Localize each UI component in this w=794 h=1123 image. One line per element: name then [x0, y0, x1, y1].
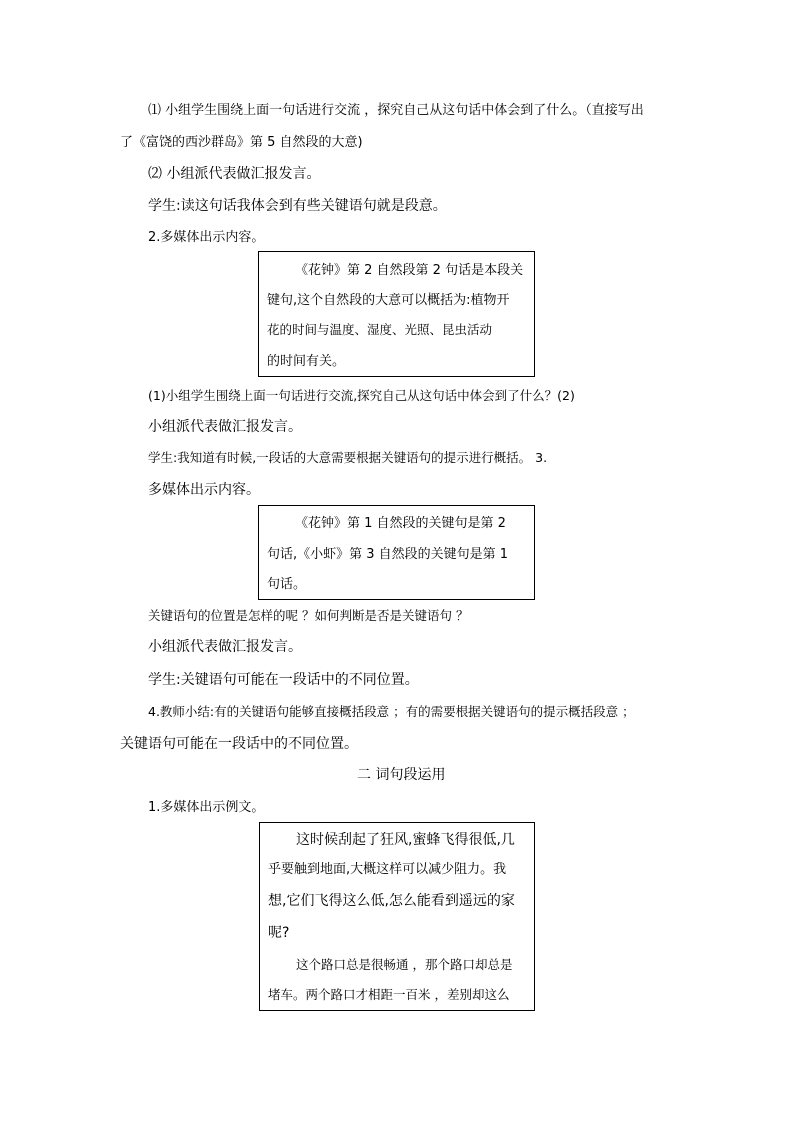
paragraph-student-answer-2: 学生:我知道有时候,一段话的大意需要根据关键语句的提示进行概括。 3. — [148, 450, 548, 465]
quote-box-3-line: 这时候刮起了狂风,蜜蜂飞得很低,几 — [296, 832, 515, 848]
paragraph-student-answer: 学生:读这句话我体会到有些关键语句就是段意。 — [148, 198, 447, 214]
paragraph-discussion-line2: 了《富饶的西沙群岛》第 5 自然段的大意) — [120, 135, 363, 150]
paragraph-question: 关键语句的位置是怎样的呢 ？如何判断是否是关键语句 ？ — [148, 608, 469, 623]
quote-box-1-line: 键句,这个自然段的大意可以概括为:植物开 — [267, 293, 510, 308]
paragraph-media-display-2: 2.多媒体出示内容。 — [148, 230, 265, 245]
quote-box-3-line: 这个路口总是很畅通 ，那个路口却总是 — [296, 957, 513, 972]
quote-box-1 — [258, 251, 535, 377]
quote-box-2 — [258, 505, 535, 600]
paragraph-report-2: 小组派代表做汇报发言。 — [148, 419, 302, 435]
quote-box-1-line: 的时间有关。 — [267, 354, 346, 369]
quote-box-3-line: 想,它们飞得这么低,怎么能看到遥远的家 — [268, 893, 515, 909]
paragraph-discussion-line1: ⑴ 小组学生围绕上面一句话进行交流 ，探究自己从这句话中体会到了什么。（直接写出 — [148, 103, 644, 118]
paragraph-student-answer-3: 学生:关键语句可能在一段话中的不同位置。 — [148, 672, 419, 688]
paragraph-media-display-3: 多媒体出示内容。 — [148, 482, 260, 498]
quote-box-2-line: 句话。 — [267, 577, 307, 592]
quote-box-3 — [259, 822, 535, 1011]
paragraph-teacher-summary-cont: 关键语句可能在一段话中的不同位置。 — [120, 736, 358, 752]
paragraph-report: ⑵ 小组派代表做汇报发言。 — [148, 166, 321, 182]
paragraph-report-3: 小组派代表做汇报发言。 — [148, 639, 302, 655]
quote-box-1-line: 《花钟》第 2 自然段第 2 句话是本段关 — [295, 263, 524, 278]
quote-box-3-line: 堵车。两个路口才相距一百米 ，差别却这么 — [268, 987, 510, 1002]
quote-box-2-line: 句话,《小虾》第 3 自然段的关键句是第 1 — [267, 547, 509, 562]
section-heading: 二 词句段运用 — [357, 767, 446, 783]
quote-box-2-line: 《花钟》第 1 自然段的关键句是第 2 — [295, 516, 506, 531]
quote-box-1-line: 花的时间与温度、湿度、光照、昆虫活动 — [267, 322, 493, 337]
quote-box-3-line: 呢? — [268, 925, 290, 941]
paragraph-media-example: 1.多媒体出示例文。 — [148, 800, 265, 815]
paragraph-teacher-summary: 4.教师小结:有的关键语句能够直接概括段意 ；有的需要根据关键语句的提示概括段意 ； — [148, 704, 635, 719]
paragraph-discussion-2: (1)小组学生围绕上面一句话进行交流,探究自己从这句话中体会到了什么？(2) — [148, 388, 575, 403]
quote-box-3-line: 乎要触到地面,大概这样可以减少阻力。我 — [268, 862, 507, 877]
